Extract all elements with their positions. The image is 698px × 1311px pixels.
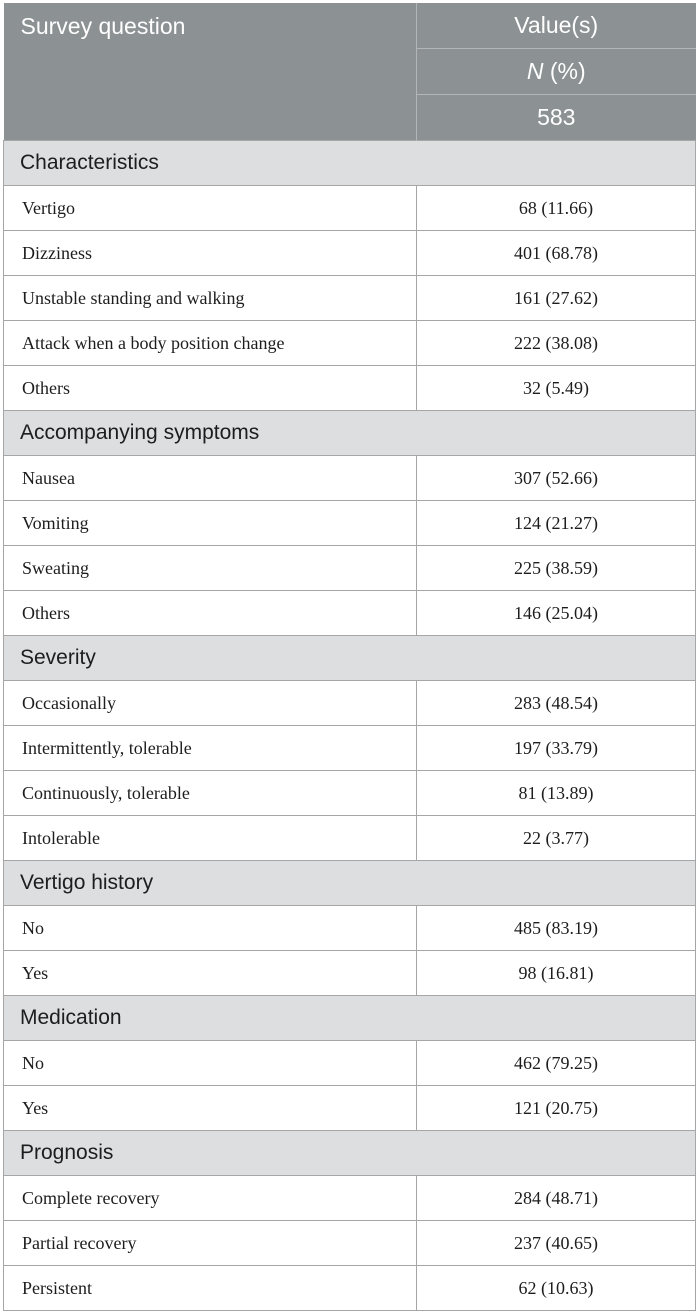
row-value: 307 (52.66) <box>417 456 696 501</box>
table-row <box>4 276 696 321</box>
row-value: 81 (13.89) <box>417 771 696 816</box>
survey-table <box>3 3 696 1311</box>
row-value: 462 (79.25) <box>417 1041 696 1086</box>
table-row <box>4 366 696 411</box>
table-row <box>4 1221 696 1266</box>
row-label: Others <box>4 591 417 636</box>
row-label: No <box>4 906 417 951</box>
header-values: Value(s) <box>417 3 696 49</box>
section-title: Characteristics <box>4 141 696 186</box>
table-row <box>4 681 696 726</box>
row-label: Intermittently, tolerable <box>4 726 417 771</box>
table-row <box>4 726 696 771</box>
row-label: Occasionally <box>4 681 417 726</box>
row-value: 485 (83.19) <box>417 906 696 951</box>
row-label: Sweating <box>4 546 417 591</box>
section-header-row <box>4 996 696 1041</box>
table-row <box>4 231 696 276</box>
row-label: Unstable standing and walking <box>4 276 417 321</box>
row-value: 197 (33.79) <box>417 726 696 771</box>
row-label: Vertigo <box>4 186 417 231</box>
table-row <box>4 1086 696 1131</box>
table-row <box>4 456 696 501</box>
table-row <box>4 951 696 996</box>
row-value: 237 (40.65) <box>417 1221 696 1266</box>
section-header-row <box>4 1131 696 1176</box>
row-value: 146 (25.04) <box>417 591 696 636</box>
section-header-row <box>4 636 696 681</box>
row-label: Yes <box>4 1086 417 1131</box>
row-value: 68 (11.66) <box>417 186 696 231</box>
section-header-row <box>4 141 696 186</box>
row-value: 284 (48.71) <box>417 1176 696 1221</box>
row-value: 283 (48.54) <box>417 681 696 726</box>
row-label: No <box>4 1041 417 1086</box>
row-label: Continuously, tolerable <box>4 771 417 816</box>
row-value: 161 (27.62) <box>417 276 696 321</box>
table-body <box>4 141 696 1311</box>
row-value: 124 (21.27) <box>417 501 696 546</box>
section-title: Prognosis <box>4 1131 696 1176</box>
row-label: Attack when a body position change <box>4 321 417 366</box>
section-title: Medication <box>4 996 696 1041</box>
row-label: Complete recovery <box>4 1176 417 1221</box>
table-header <box>4 3 696 141</box>
row-value: 121 (20.75) <box>417 1086 696 1131</box>
row-label: Intolerable <box>4 816 417 861</box>
header-total: 583 <box>417 95 696 141</box>
table-row <box>4 321 696 366</box>
header-percent: (%) <box>543 58 586 84</box>
section-header-row <box>4 861 696 906</box>
header-survey-question: Survey question <box>4 3 417 141</box>
row-label: Persistent <box>4 1266 417 1311</box>
table-row <box>4 186 696 231</box>
row-value: 225 (38.59) <box>417 546 696 591</box>
row-label: Vomiting <box>4 501 417 546</box>
section-header-row <box>4 411 696 456</box>
section-title: Severity <box>4 636 696 681</box>
table-row <box>4 771 696 816</box>
row-label: Dizziness <box>4 231 417 276</box>
table-row <box>4 501 696 546</box>
header-n-letter: N <box>526 58 544 84</box>
row-value: 222 (38.08) <box>417 321 696 366</box>
row-value: 62 (10.63) <box>417 1266 696 1311</box>
section-title: Vertigo history <box>4 861 696 906</box>
row-value: 98 (16.81) <box>417 951 696 996</box>
row-value: 32 (5.49) <box>417 366 696 411</box>
table-row <box>4 591 696 636</box>
table-row <box>4 546 696 591</box>
row-label: Others <box>4 366 417 411</box>
table-row <box>4 816 696 861</box>
table-row <box>4 906 696 951</box>
row-value: 22 (3.77) <box>417 816 696 861</box>
row-value: 401 (68.78) <box>417 231 696 276</box>
table-row <box>4 1041 696 1086</box>
header-row <box>4 3 696 49</box>
row-label: Partial recovery <box>4 1221 417 1266</box>
section-title: Accompanying symptoms <box>4 411 696 456</box>
row-label: Yes <box>4 951 417 996</box>
row-label: Nausea <box>4 456 417 501</box>
table-row <box>4 1176 696 1221</box>
header-n-percent <box>417 49 696 95</box>
